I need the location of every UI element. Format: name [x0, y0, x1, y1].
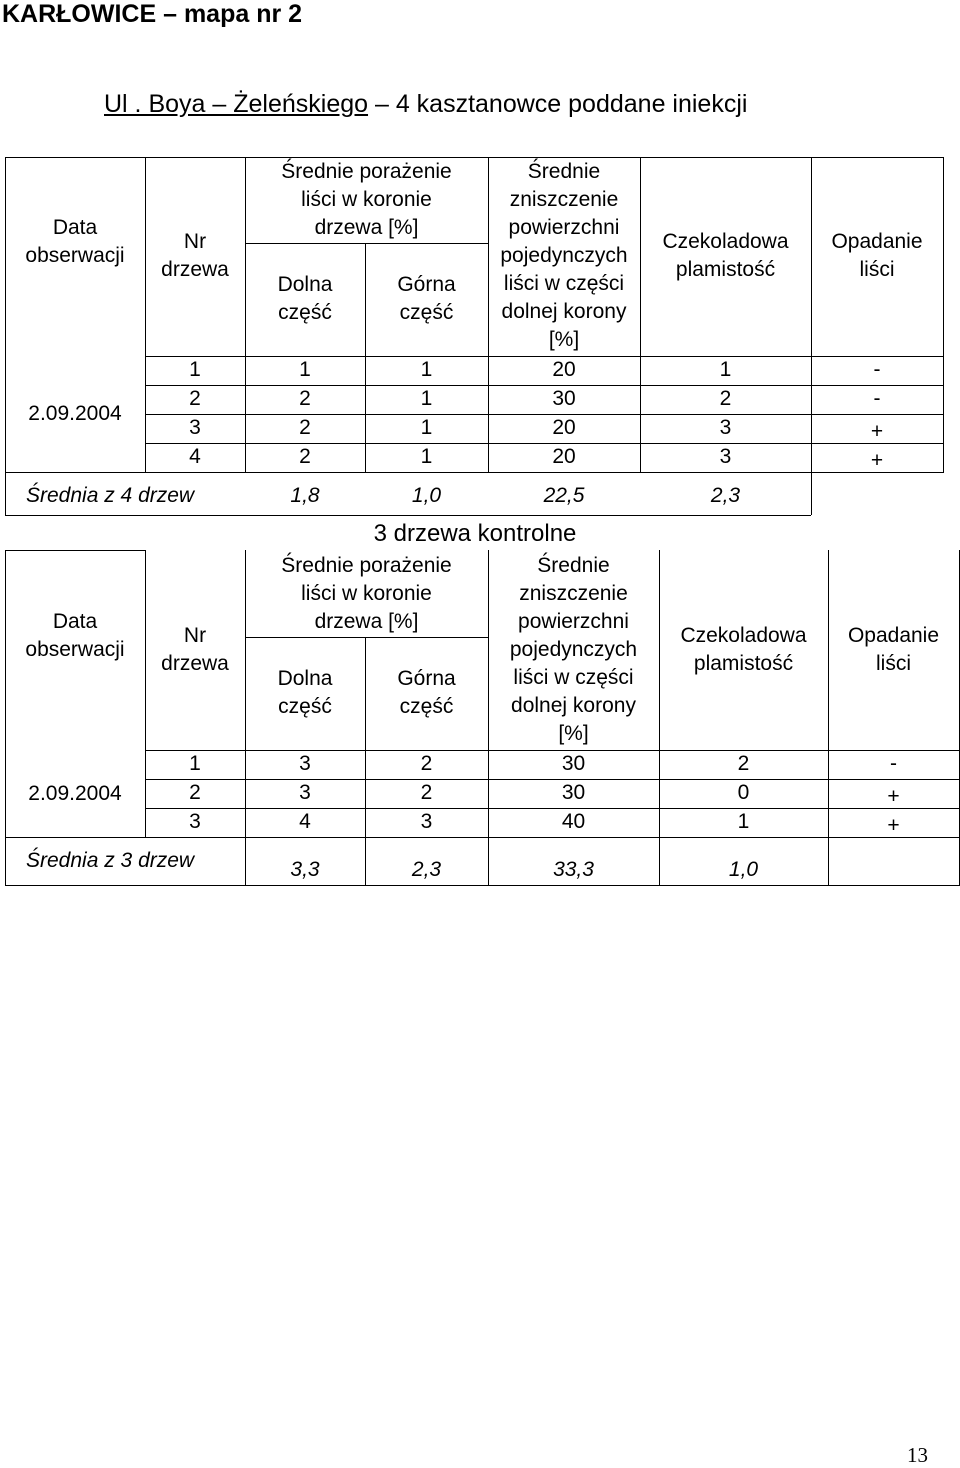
table1-body-bottom — [5, 472, 944, 473]
observation-date: 2.09.2004 — [28, 402, 122, 425]
table2-border-top — [5, 550, 145, 551]
header-upper-part: Górna część — [397, 273, 456, 324]
average-lower-part: 1,8 — [290, 484, 320, 507]
cell-upper-part: 2 — [420, 752, 433, 775]
cell-lower-part: 2 — [299, 416, 311, 439]
cell-surface-damage: 20 — [552, 416, 576, 439]
header-leaf-damage: Średnie porażenie liści w koronie drzewa [%] — [281, 160, 452, 239]
cell-chocolate-spot: 1 — [719, 358, 732, 381]
cell-leaf-fall: + — [870, 449, 884, 472]
cell-lower-part: 3 — [299, 752, 311, 775]
header-chocolate-spot: Czekoladowa plamistość — [662, 230, 789, 281]
header-leaf-fall: Opadanie liści — [847, 624, 940, 675]
cell-tree-number: 1 — [189, 752, 201, 775]
cell-leaf-fall: - — [873, 358, 881, 381]
average-surface-damage: 33,3 — [553, 858, 594, 881]
cell-surface-damage: 40 — [561, 810, 586, 833]
cell-surface-damage: 20 — [552, 358, 576, 381]
header-lower-part: Dolna część — [277, 273, 333, 324]
cell-surface-damage: 30 — [552, 387, 576, 410]
average-chocolate-spot: 2,3 — [710, 484, 741, 507]
cell-tree-number: 3 — [189, 416, 201, 439]
header-leaf-fall: Opadanie liści — [831, 230, 923, 281]
header-chocolate-spot: Czekoladowa plamistość — [680, 624, 807, 675]
table1-border-right — [943, 157, 944, 472]
cell-chocolate-spot: 3 — [719, 416, 732, 439]
average-surface-damage: 22,5 — [543, 484, 585, 507]
cell-upper-part: 3 — [420, 810, 433, 833]
cell-chocolate-spot: 1 — [737, 810, 750, 833]
cell-lower-part: 1 — [299, 358, 311, 381]
table1-average-bottom — [5, 515, 811, 516]
table2-body-bottom — [5, 837, 960, 838]
cell-lower-part: 2 — [299, 445, 311, 468]
observation-date: 2.09.2004 — [28, 782, 122, 805]
header-surface-damage: Średnie zniszczenie powierzchni pojedynczych liści w części dolnej korony [%] — [500, 160, 628, 351]
cell-leaf-fall: + — [887, 814, 900, 837]
cell-tree-number: 4 — [189, 445, 201, 468]
header-surface-damage: Średnie zniszczenie powierzchni pojedynczych liści w części dolnej korony [%] — [509, 554, 638, 745]
cell-tree-number: 2 — [189, 781, 201, 804]
cell-surface-damage: 30 — [561, 752, 586, 775]
cell-upper-part: 1 — [420, 358, 433, 381]
cell-tree-number: 3 — [189, 810, 201, 833]
cell-leaf-fall: - — [873, 387, 881, 410]
table2-border-left — [5, 550, 6, 885]
header-tree-number: Nr drzewa — [161, 230, 229, 281]
cell-chocolate-spot: 2 — [719, 387, 732, 410]
page-subtitle — [104, 90, 747, 119]
cell-leaf-fall: + — [887, 785, 900, 808]
header-tree-number: Nr drzewa — [161, 624, 229, 675]
cell-tree-number: 1 — [189, 358, 201, 381]
subtitle-description: – 4 kasztanowce poddane iniekcji — [368, 90, 748, 118]
table1-header-divider — [245, 243, 488, 244]
page-title: KARŁOWICE – mapa nr 2 — [2, 0, 303, 28]
cell-lower-part: 3 — [299, 781, 311, 804]
cell-upper-part: 2 — [420, 781, 433, 804]
header-observation-date: Data obserwacji — [25, 216, 125, 267]
average-label: Średnia z 3 drzew — [26, 849, 195, 872]
cell-upper-part: 1 — [420, 416, 433, 439]
cell-leaf-fall: + — [870, 420, 884, 443]
cell-chocolate-spot: 3 — [719, 445, 732, 468]
table2-average-bottom — [5, 885, 960, 886]
cell-chocolate-spot: 2 — [737, 752, 750, 775]
average-upper-part: 2,3 — [411, 858, 442, 881]
table1-border-left — [5, 157, 6, 515]
cell-upper-part: 1 — [420, 445, 433, 468]
average-chocolate-spot: 1,0 — [728, 858, 759, 881]
average-label: Średnia z 4 drzew — [26, 484, 195, 507]
control-trees-caption: 3 drzewa kontrolne — [373, 520, 577, 547]
cell-upper-part: 1 — [420, 387, 433, 410]
header-observation-date: Data obserwacji — [25, 610, 125, 661]
cell-leaf-fall: - — [890, 752, 897, 775]
cell-lower-part: 4 — [299, 810, 311, 833]
average-upper-part: 1,0 — [411, 484, 442, 507]
page-number: 13 — [907, 1443, 928, 1467]
table2-header-divider — [245, 637, 488, 638]
average-lower-part: 3,3 — [290, 858, 320, 881]
cell-surface-damage: 30 — [561, 781, 586, 804]
header-upper-part: Górna część — [397, 667, 456, 718]
street-name: Ul . Boya – Żeleńskiego — [104, 90, 369, 118]
cell-tree-number: 2 — [189, 387, 201, 410]
cell-surface-damage: 20 — [552, 445, 576, 468]
cell-lower-part: 2 — [299, 387, 311, 410]
header-lower-part: Dolna część — [277, 667, 333, 718]
cell-chocolate-spot: 0 — [737, 781, 750, 804]
header-leaf-damage: Średnie porażenie liści w koronie drzewa [%] — [281, 554, 452, 633]
